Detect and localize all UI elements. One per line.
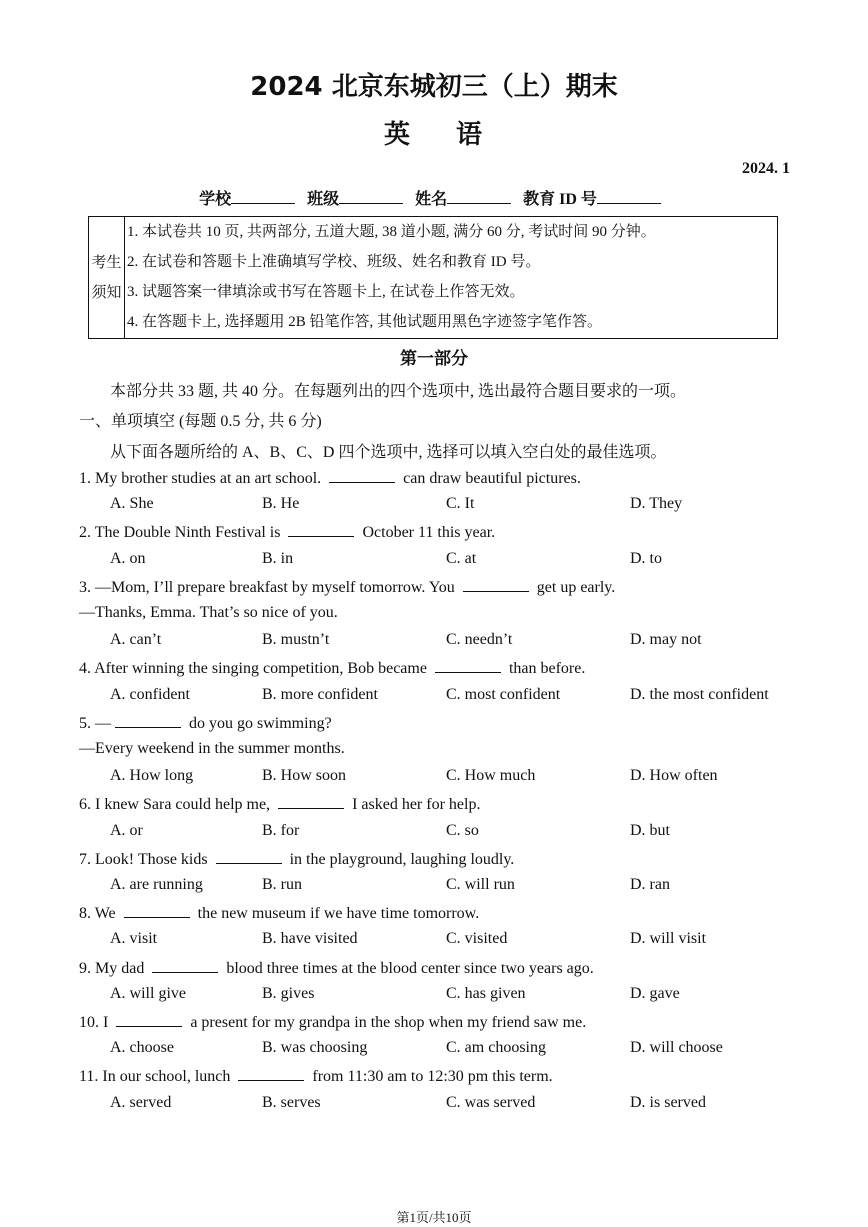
question-text: 5. — [79, 714, 111, 732]
answer-option: D. but [630, 821, 670, 839]
question-text: —Thanks, Emma. That’s so nice of you. [79, 604, 338, 621]
question-text: 11. In our school, lunch [79, 1068, 235, 1086]
answer-option: D. may not [630, 631, 702, 649]
question-text: 1. My brother studies at an art school. [79, 470, 326, 487]
question-stem [79, 1066, 553, 1086]
answer-blank [152, 958, 218, 973]
answer-option: C. most confident [446, 685, 561, 703]
notice-label-line: 须知 [91, 284, 122, 301]
answer-option: B. serves [262, 1093, 321, 1111]
answer-option: D. will choose [630, 1039, 723, 1057]
question-text: 4. After winning the singing competition, Bob became [79, 660, 431, 678]
answer-option: A. are running [110, 876, 203, 893]
info-field-label: 教育 ID 号 [523, 191, 597, 208]
answer-option: D. will visit [630, 930, 707, 948]
question-text: 9. My dad [79, 959, 149, 977]
question-stem [79, 794, 480, 814]
answer-option: C. at [446, 549, 477, 567]
notice-label-line: 考生 [91, 254, 122, 271]
answer-option: C. needn’t [446, 631, 513, 649]
answer-option: B. run [262, 876, 302, 893]
answer-option: B. gives [262, 984, 315, 1002]
subject-title [0, 114, 868, 151]
question-text: 8. We [79, 905, 120, 923]
notice-label [89, 217, 125, 338]
answer-option: A. She [110, 495, 154, 513]
info-field-label: 姓名 [415, 191, 448, 208]
answer-option: C. has given [446, 984, 526, 1002]
question-text: from 11:30 am to 12:30 pm this term. [308, 1068, 553, 1086]
answer-option: D. the most confident [630, 685, 769, 703]
question-text: get up early. [532, 578, 616, 596]
exam-date: 2024. 1 [742, 160, 790, 177]
answer-option: B. was choosing [262, 1039, 368, 1057]
answer-blank [116, 1012, 182, 1027]
answer-option: A. can’t [110, 631, 162, 649]
part-intro: 本部分共 33 题, 共 40 分。在每题列出的四个选项中, 选出最符合题目要求的一项。 [110, 383, 687, 400]
question-text: 3. —Mom, I’ll prepare breakfast by myself tomorrow. You [79, 578, 459, 596]
section-instruction: 从下面各题所给的 A、B、C、D 四个选项中, 选择可以填入空白处的最佳选项。 [110, 444, 667, 461]
answer-option: C. am choosing [446, 1039, 546, 1057]
answer-option: B. more confident [262, 685, 378, 703]
class-blank[interactable] [339, 189, 403, 204]
page-footer: 第1页/共10页 [396, 1210, 472, 1225]
question-text: —Every weekend in the summer months. [79, 740, 345, 757]
section-title: 一、单项填空 (每题 0.5 分, 共 6 分) [79, 413, 322, 430]
answer-option: B. He [262, 495, 300, 513]
question-text: can draw beautiful pictures. [399, 470, 581, 487]
subject-char: 英 [383, 120, 412, 150]
school-blank[interactable] [231, 189, 295, 204]
answer-option: A. choose [110, 1039, 174, 1057]
question-text: than before. [504, 660, 586, 678]
question-text: October 11 this year. [358, 524, 496, 542]
question-text: in the playground, laughing loudly. [285, 850, 515, 868]
answer-blank [216, 849, 282, 864]
question-text: 6. I knew Sara could help me, [79, 796, 275, 814]
question-text: 10. I [79, 1014, 113, 1031]
answer-blank [288, 522, 354, 537]
question-stem [79, 522, 495, 542]
answer-blank [435, 658, 501, 673]
question-dialogue-line [79, 604, 338, 622]
student-info-line [0, 186, 868, 209]
answer-option: B. have visited [262, 930, 358, 948]
answer-blank [124, 903, 190, 918]
name-blank[interactable] [447, 189, 511, 204]
answer-option: B. mustn’t [262, 631, 330, 649]
answer-option: A. on [110, 549, 146, 567]
question-dialogue-line [79, 740, 345, 758]
answer-option: C. How much [446, 767, 536, 785]
answer-option: A. or [110, 821, 143, 839]
question-stem [79, 849, 514, 869]
answer-option: D. ran [630, 876, 670, 893]
answer-option: C. will run [446, 876, 515, 893]
question-text: do you go swimming? [185, 714, 332, 732]
question-text: a present for my grandpa in the shop when my friend saw me. [186, 1014, 587, 1031]
question-text: I asked her for help. [348, 796, 481, 814]
question-stem [79, 903, 479, 923]
answer-blank [329, 468, 395, 483]
question-text: 7. Look! Those kids [79, 850, 212, 868]
question-stem [79, 958, 594, 978]
info-field-label: 班级 [307, 191, 340, 208]
notice-items [127, 219, 656, 339]
answer-option: C. was served [446, 1093, 536, 1111]
question-stem [79, 577, 615, 597]
question-stem [79, 1012, 586, 1032]
notice-item: 2. 在试卷和答题卡上准确填写学校、班级、姓名和教育 ID 号。 [127, 254, 541, 270]
answer-blank [278, 794, 344, 809]
answer-option: C. It [446, 495, 475, 513]
answer-option: B. How soon [262, 767, 347, 785]
question-stem [79, 713, 332, 733]
answer-option: A. will give [110, 984, 186, 1002]
answer-blank [115, 713, 181, 728]
answer-option: B. for [262, 821, 300, 839]
notice-item: 4. 在答题卡上, 选择题用 2B 铅笔作答, 其他试题用黑色字迹签字笔作答。 [127, 314, 603, 330]
answer-option: B. in [262, 549, 294, 567]
answer-option: D. How often [630, 767, 718, 785]
answer-option: A. confident [110, 685, 190, 703]
id-blank[interactable] [597, 189, 661, 204]
answer-option: D. to [630, 549, 662, 567]
question-stem [79, 468, 581, 488]
answer-option: C. so [446, 821, 479, 839]
answer-option: A. How long [110, 767, 194, 785]
answer-option: D. is served [630, 1093, 706, 1111]
part-title: 第一部分 [400, 349, 468, 369]
answer-blank [463, 577, 529, 592]
question-text: blood three times at the blood center since two years ago. [222, 959, 594, 977]
notice-item: 1. 本试卷共 10 页, 共两部分, 五道大题, 38 道小题, 满分 60 分, 考试时间 90 分钟。 [127, 224, 656, 240]
answer-option: D. gave [630, 984, 680, 1002]
question-text: the new museum if we have time tomorrow. [193, 905, 480, 923]
answer-blank [238, 1066, 304, 1081]
exam-title: 2024 北京东城初三（上）期末 [250, 72, 618, 102]
answer-option: A. served [110, 1093, 172, 1111]
subject-char: 语 [456, 120, 485, 150]
answer-option: D. They [630, 495, 683, 513]
answer-option: A. visit [110, 930, 158, 948]
question-text: 2. The Double Ninth Festival is [79, 524, 285, 542]
info-field-label: 学校 [199, 191, 232, 208]
answer-option: C. visited [446, 930, 508, 948]
notice-item: 3. 试题答案一律填涂或书写在答题卡上, 在试卷上作答无效。 [127, 284, 525, 300]
question-stem [79, 658, 585, 678]
candidate-notice-box [88, 216, 778, 339]
